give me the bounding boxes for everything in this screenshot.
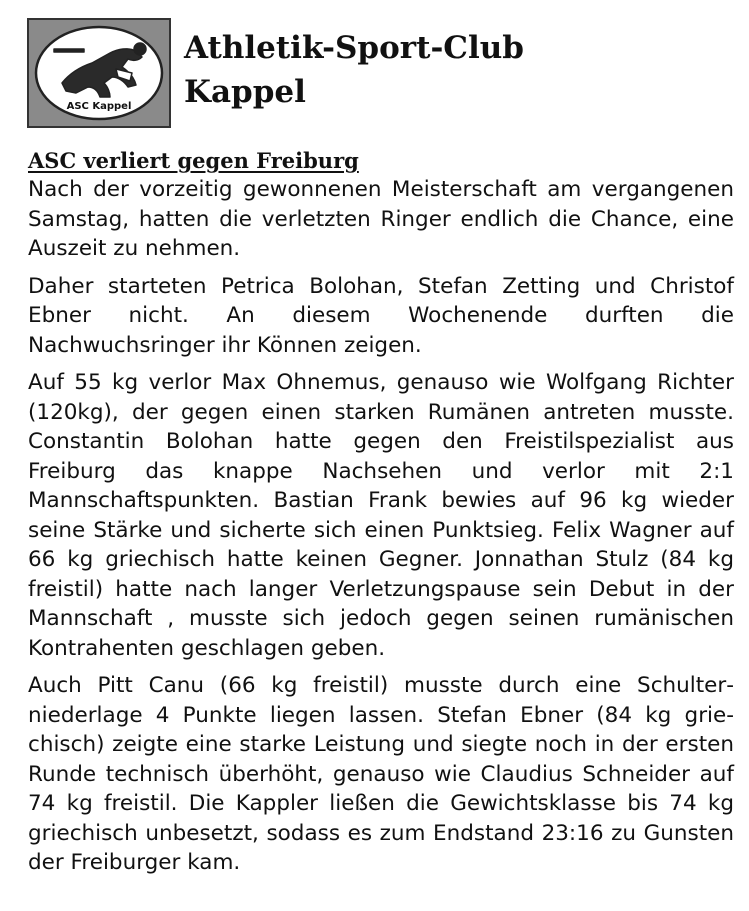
logo-text: ASC Kappel (66, 101, 132, 112)
club-name-line2: Kappel (184, 74, 306, 110)
article (28, 147, 734, 886)
club-name (184, 26, 524, 114)
article-paragraph-2: Daher starteten Petrica Bolohan, Stefan Zetting und Christof Ebner nicht. An diesem Wochenende durften die Nachwuchsringer ihr Können zeigen. (28, 273, 734, 358)
article-headline: ASC verliert gegen Freiburg (28, 148, 359, 173)
article-paragraph-1: Nach der vorzeitig gewonnenen Meisterschaft am vergangenen Samstag, hatten die verletzten Ringer endlich die Chance, eine Auszeit zu nehmen. (28, 177, 734, 261)
article-paragraph-4: Auch Pitt Canu (66 kg freistil) musste durch eine Schulterniederlage 4 Punkte liegen lassen. Stefan Ebner (84 kg griechisch) zeigte eine starke Leistung und siegte noch in der ersten Runde technisch überhöht, genauso wie Claudius Schneider auf 74 kg freistil. Die Kappler ließen die Gewichtsklasse bis 74 kg griechisch unbesetzt, sodass es zum Endstand 23:16 zu Gunsten der Freiburger kam. (28, 673, 734, 875)
wrestlers-icon (32, 23, 166, 123)
article-paragraph-3: Auf 55 kg verlor Max Ohnemus, genauso wie Wolfgang Richter (120kg), der gegen einen starken Rumänen antreten musste. Constantin Bolohan hatte gegen den Freistilspezialist aus Freiburg das knappe Nachsehen und verlor mit 2:1 Mannschaftspunkten. Bastian Frank bewies auf 96 kg wieder seine Stärke und sicherte sich einen Punktsieg. Felix Wagner auf 66 kg griechisch hatte keinen Gegner. Jonnathan Stulz (84 kg freistil) hatte nach langer Verletzungspause sein Debut in der Mannschaft , musste sich jedoch gegen seinen rumänischen Kontrahenten geschlagen geben. (28, 370, 734, 661)
club-logo (27, 18, 171, 128)
club-name-line1: Athletik-Sport-Club (184, 30, 524, 66)
